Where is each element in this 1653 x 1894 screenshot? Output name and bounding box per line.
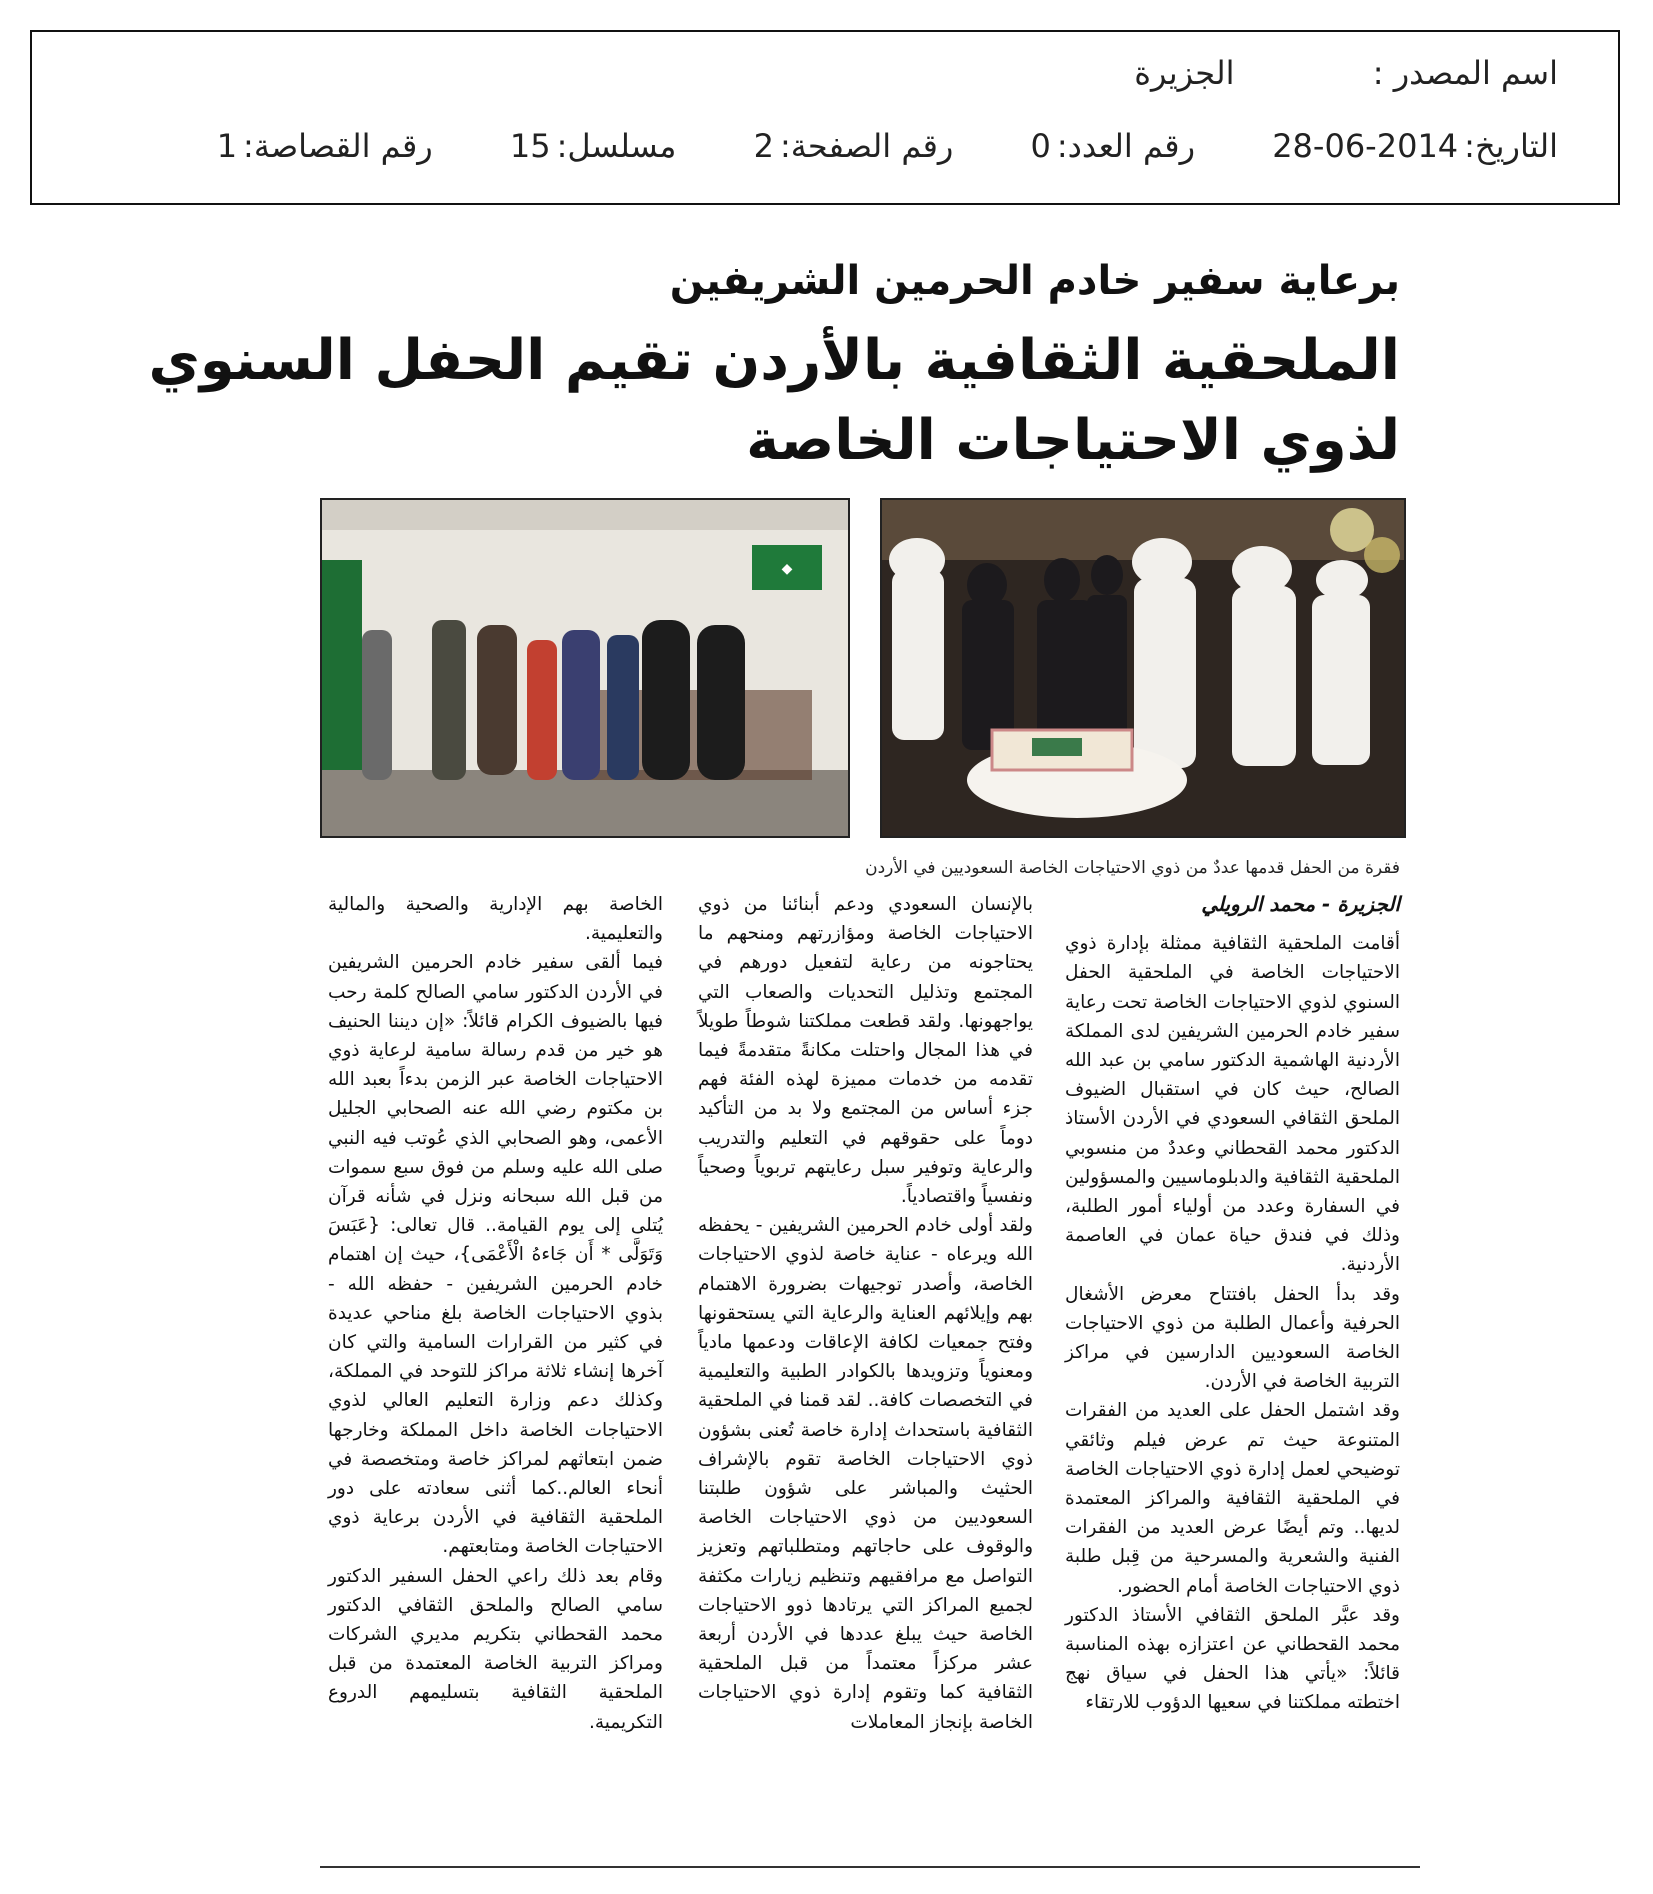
svg-text:◆: ◆ <box>781 561 793 577</box>
ceremony-cake-photo <box>880 498 1406 838</box>
article-column-2 <box>698 890 1033 1737</box>
article-headline-line2: لذوي الاحتياجات الخاصة <box>746 408 1400 473</box>
column-3-paragraph: الخاصة بهم الإدارية والصحية والمالية والتعليمية. <box>328 894 663 945</box>
column-3-paragraph: وقام بعد ذلك راعي الحفل السفير الدكتور سامي الصالح والملحق الثقافي الدكتور محمد القحطاني بتكريم مديري الشركات ومراكز التربية الخاصة المعتمدة من قبل الملحقية الثقافية بتسليمهم الدروع التكريمية. <box>328 1565 663 1733</box>
column-1-paragraph: وقد عبَّر الملحق الثقافي الأستاذ الدكتور محمد القحطاني عن اعتزازه بهذه المناسبة قائلاً: «يأتي هذا الحفل في سياق نهج اختطته مملكتنا في سعيها الدؤوب للارتقاء <box>1065 1604 1400 1714</box>
source-line <box>1128 54 1558 92</box>
clip-label: رقم القصاصة: <box>243 127 433 165</box>
serial-label: مسلسل: <box>556 127 677 165</box>
article-headline-line1: الملحقية الثقافية بالأردن تقيم الحفل السنوي <box>148 328 1400 393</box>
issue-value: 0 <box>1030 127 1051 165</box>
article-byline: الجزيرة - محمد الرويلي <box>1201 892 1400 916</box>
article-kicker: برعاية سفير خادم الحرمين الشريفين <box>669 258 1400 304</box>
page-value: 2 <box>753 127 774 165</box>
column-1-paragraph: وقد بدأ الحفل بافتتاح معرض الأشغال الحرفية وأعمال الطلبة من ذوي الاحتياجات الخاصة السعوديين الدارسين في مراكز التربية الخاصة في الأردن. <box>1065 1283 1400 1393</box>
column-2-paragraph: ولقد أولى خادم الحرمين الشريفين - يحفظه الله ويرعاه - عناية خاصة لذوي الاحتياجات الخاصة، وأصدر توجيهات بضرورة الاهتمام بهم وإيلائهم العناية والرعاية التي يستحقونها وفتح جمعيات لكافة الإعاقات ودعمها مادياً ومعنوياً وتزويدها بالكوادر الطبية والتعليمية في التخصصات كافة.. لقد قمنا في الملحقية الثقافية باستحداث إدارة خاصة تُعنى بشؤون ذوي الاحتياجات الخاصة تقوم بالإشراف الحثيث والمباشر على شؤون طلبتنا السعوديين من ذوي الاحتياجات الخاصة والوقوف على حاجاتهم ومتطلباتهم وتعزيز التواصل مع مرافقيهم وتنظيم زيارات مكثفة لجميع المراكز التي يرتادها ذوو الاحتياجات الخاصة حيث يبلغ عددها في الأردن أربعة عشر مركزاً معتمداً من قبل الملحقية الثقافية كما وتقوم إدارة ذوي الاحتياجات الخاصة بإنجاز المعاملات <box>698 1215 1033 1733</box>
stage-performance-photo <box>320 498 850 838</box>
article-column-1 <box>1065 890 1400 1718</box>
column-1-paragraph: وقد اشتمل الحفل على العديد من الفقرات المتنوعة حيث تم عرض فيلم وثائقي توضيحي لعمل إدارة ذوي الاحتياجات الخاصة في الملحقية الثقافية والمراكز المعتمدة لديها.. وتم أيضًا عرض العديد من الفقرات الفنية والشعرية والمسرحية من قِبل طلبة ذوي الاحتياجات الخاصة أمام الحضور. <box>1065 1400 1400 1597</box>
date-value: 2014-06-28 <box>1272 127 1459 165</box>
column-1-paragraph: أقامت الملحقية الثقافية ممثلة بإدارة ذوي الاحتياجات الخاصة في الملحقية الحفل السنوي لذوي الاحتياجات الخاصة تحت رعاية سفير خادم الحرمين الشريفين لدى المملكة الأردنية الهاشمية الدكتور سامي بن عبد الله الصالح، حيث كان في استقبال الضيوف الملحق الثقافي السعودي في الأردن الأستاذ الدكتور محمد القحطاني وعددٌ من منسوبي الملحقية الثقافية والدبلوماسيين والمسؤولين في السفارة وعدد من أولياء أمور الطلبة، وذلك في فندق حياة عمان في العاصمة الأردنية. <box>1065 933 1400 1276</box>
clip-value: 1 <box>216 127 238 165</box>
page-label: رقم الصفحة: <box>779 127 954 165</box>
source-label: اسم المصدر : <box>1372 54 1558 92</box>
date-label: التاريخ: <box>1464 127 1558 165</box>
details-line <box>211 127 1558 165</box>
clipping-meta-box <box>30 30 1620 205</box>
article-column-3 <box>328 890 663 1737</box>
photo-caption: فقرة من الحفل قدمها عددٌ من ذوي الاحتياجات الخاصة السعوديين في الأردن <box>865 858 1400 878</box>
serial-value: 15 <box>509 127 551 165</box>
source-value: الجزيرة <box>1134 54 1235 92</box>
column-3-paragraph: فيما ألقى سفير خادم الحرمين الشريفين في الأردن الدكتور سامي الصالح كلمة رحب فيها بالضيوف الكرام قائلاً: «إن ديننا الحنيف هو خير من قدم رسالة سامية لرعاية ذوي الاحتياجات الخاصة عبر الزمن بدءاً بعبد الله بن مكتوم رضي الله عنه الصحابي الجليل الأعمى، وهو الصحابي الذي عُوتب فيه النبي صلى الله عليه وسلم من فوق سبع سموات من قبل الله سبحانه ونزل في شأنه قرآن يُتلى إلى يوم القيامة.. قال تعالى: {عَبَسَ وَتَوَلَّى * أَن جَاءهُ الْأَعْمَى}، حيث إن اهتمام خادم الحرمين الشريفين - حفظه الله - بذوي الاحتياجات الخاصة بلغ مناحي عديدة في كثير من القرارات السامية والتي كان آخرها إنشاء ثلاثة مراكز للتوحد في المملكة، وكذلك دعم وزارة التعليم العالي لذوي الاحتياجات الخاصة داخل المملكة وخارجها ضمن ابتعاثهم لمراكز خاصة ومتخصصة في أنحاء العالم..كما أثنى سعادته على دور الملحقية الثقافية في الأردن برعاية ذوي الاحتياجات الخاصة ومتابعتهم. <box>328 952 663 1558</box>
issue-label: رقم العدد: <box>1056 127 1196 165</box>
bottom-rule <box>320 1866 1420 1868</box>
column-2-paragraph: بالإنسان السعودي ودعم أبنائنا من ذوي الاحتياجات الخاصة ومؤازرتهم ومنحهم ما يحتاجونه من رعاية لتفعيل دورهم في المجتمع وتذليل التحديات والصعاب التي يواجهونها. ولقد قطعت مملكتنا شوطاً طويلاً في هذا المجال واحتلت مكانةً متقدمةً فيما تقدمه من خدمات مميزة لهذه الفئة فهم جزء أساس من المجتمع ولا بد من التأكيد دوماً على حقوقهم في التعليم والتدريب والرعاية وتوفير سبل رعايتهم تربوياً وصحياً ونفسياً واقتصادياً. <box>698 894 1033 1208</box>
